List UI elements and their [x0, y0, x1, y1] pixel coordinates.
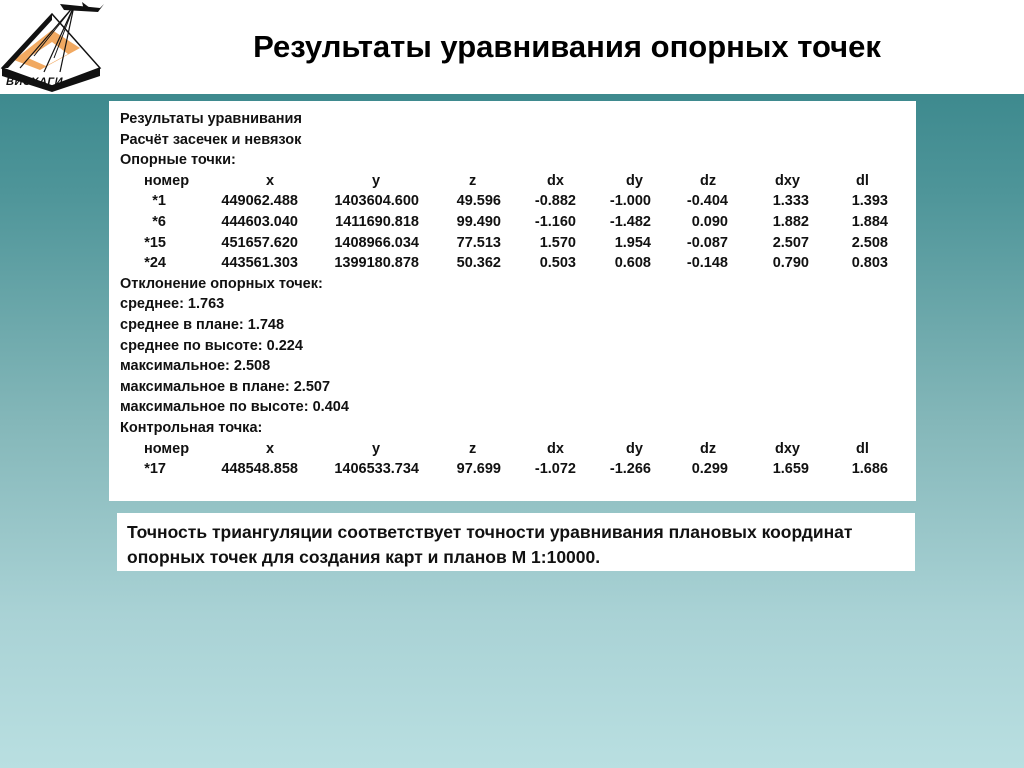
control-header-col-dz: dz: [700, 172, 717, 189]
control-point-cell: 49.596: [456, 193, 501, 210]
control-point-cell: 0.790: [772, 255, 809, 272]
check-point-cell: 1.659: [772, 461, 809, 478]
control-point-cell: 1.882: [772, 213, 809, 230]
check-header-col-dl: dl: [856, 440, 869, 457]
check-header-col-nomer: номер: [144, 440, 190, 457]
control-points-heading: Опорные точки:: [120, 152, 236, 169]
control-point-cell: 1399180.878: [334, 255, 419, 272]
control-point-cell: 1.570: [539, 234, 576, 251]
control-point-cell: 443561.303: [221, 255, 298, 272]
logo: [0, 0, 110, 94]
check-header-col-y: y: [372, 440, 381, 457]
control-point-cell: -1.482: [609, 213, 651, 230]
check-point-heading: Контрольная точка:: [120, 419, 263, 436]
check-header-col-dy: dy: [626, 440, 643, 457]
control-point-cell: 50.362: [456, 255, 501, 272]
control-point-cell: 2.507: [772, 234, 809, 251]
control-point-cell: *15: [144, 234, 166, 251]
check-point-cell: 448548.858: [221, 461, 298, 478]
control-point-cell: 1403604.600: [334, 193, 419, 210]
control-header-col-dy: dy: [626, 172, 643, 189]
check-header-col-x: x: [266, 440, 275, 457]
check-header-col-dz: dz: [700, 440, 717, 457]
check-point-cell: -1.072: [534, 461, 576, 478]
control-point-cell: 0.608: [614, 255, 651, 272]
control-point-cell: 1.393: [851, 193, 888, 210]
report-panel: [109, 101, 916, 501]
control-point-cell: -0.404: [686, 193, 728, 210]
control-point-cell: 0.803: [851, 255, 888, 272]
check-point-cell: 1406533.734: [334, 461, 419, 478]
control-point-cell: *6: [152, 213, 166, 230]
control-point-cell: *24: [144, 255, 166, 272]
deviation-stat: максимальное в плане: 2.507: [120, 378, 331, 395]
control-point-cell: 1.333: [772, 193, 809, 210]
control-header-col-z: z: [469, 172, 477, 189]
control-point-cell: -1.160: [534, 213, 576, 230]
deviation-heading: Отклонение опорных точек:: [120, 275, 323, 292]
deviation-stat: максимальное по высоте: 0.404: [120, 399, 349, 416]
deviation-stat: среднее: 1.763: [120, 296, 225, 313]
control-point-row: [120, 253, 916, 274]
control-header-col-dx: dx: [547, 172, 564, 189]
check-header-col-z: z: [469, 440, 477, 457]
check-point-cell: 0.299: [691, 461, 728, 478]
report-subheading: Расчёт засечек и невязок: [120, 131, 302, 148]
control-point-cell: 1408966.034: [334, 234, 419, 251]
control-point-cell: -1.000: [609, 193, 651, 210]
control-point-cell: 1.954: [614, 234, 651, 251]
control-point-row: [120, 212, 916, 233]
check-header-col-dxy: dxy: [775, 440, 800, 457]
control-point-cell: 1411690.818: [335, 213, 419, 230]
control-point-cell: 99.490: [456, 213, 501, 230]
check-point-row: [120, 459, 916, 480]
control-point-cell: 449062.488: [221, 193, 298, 210]
control-point-cell: *1: [152, 193, 166, 210]
control-point-cell: 451657.620: [221, 234, 298, 251]
control-point-cell: 77.513: [456, 234, 501, 251]
control-point-row: [120, 191, 916, 212]
check-header-col-dx: dx: [547, 440, 564, 457]
control-point-cell: 0.503: [539, 255, 576, 272]
control-points-header-row: [120, 171, 916, 192]
header: [0, 0, 1024, 94]
control-header-col-x: x: [266, 172, 275, 189]
control-header-col-y: y: [372, 172, 381, 189]
control-point-cell: 444603.040: [221, 213, 298, 230]
page-title: Результаты уравнивания опорных точек: [253, 29, 881, 64]
deviation-stat: среднее в плане: 1.748: [120, 316, 285, 333]
control-point-cell: 0.090: [691, 213, 728, 230]
control-point-cell: -0.148: [686, 255, 728, 272]
report-heading: Результаты уравнивания: [120, 111, 302, 127]
check-point-cell: 97.699: [456, 461, 501, 478]
control-point-cell: -0.882: [534, 193, 576, 210]
deviation-stat: максимальное: 2.508: [120, 358, 271, 375]
control-header-col-dxy: dxy: [775, 172, 800, 189]
logo-text: ВИСХАГИ: [6, 76, 64, 88]
control-header-col-nomer: номер: [144, 172, 190, 189]
control-point-cell: -0.087: [686, 234, 728, 251]
check-point-cell: 1.686: [851, 461, 888, 478]
deviation-stat: среднее по высоте: 0.224: [120, 337, 303, 354]
check-point-header-row: [120, 439, 916, 460]
control-header-col-dl: dl: [856, 172, 869, 189]
control-point-row: [120, 233, 916, 254]
control-point-cell: 2.508: [851, 234, 888, 251]
check-point-cell: -1.266: [609, 461, 651, 478]
control-point-cell: 1.884: [851, 213, 888, 230]
check-point-cell: *17: [144, 461, 166, 478]
accuracy-note: Точность триангуляции соответствует точности уравнивания плановых координат опорных точек для создания карт и планов М 1:10000.: [117, 513, 915, 571]
